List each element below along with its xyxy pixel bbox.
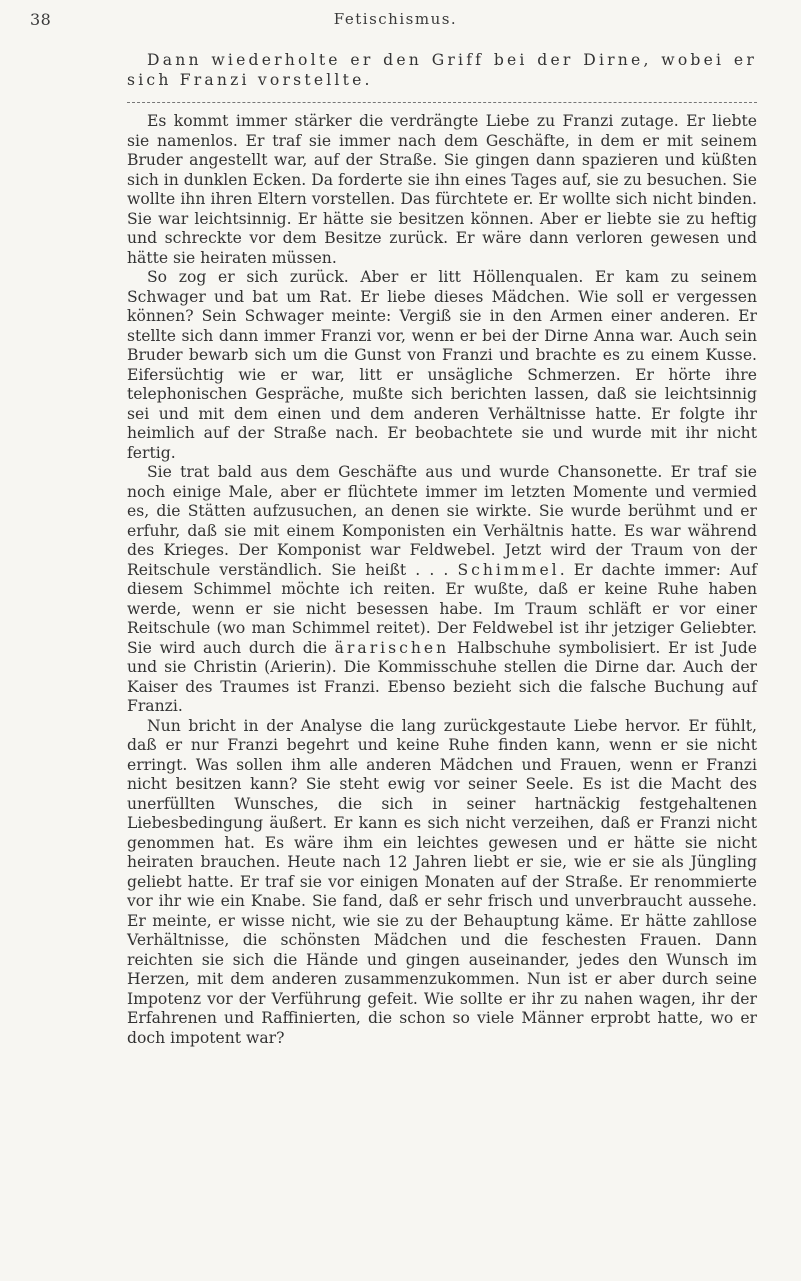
paragraph-chansonette-part-c: . Er dachte immer: Auf diesem Schimmel möchte ich reiten. Er wußte, daß er keine Ruhe haben werde, wenn er sie nicht besessen habe. Im Traum schläft er vor einer Reitschule (wo man Schimmel reitet). Der Feldwebel ist ihr jetziger Geliebter. Sie wird auch durch die (127, 560, 757, 657)
running-head: Fetischismus. (333, 10, 458, 28)
paragraph-chansonette (127, 463, 757, 717)
page-number: 38 (30, 10, 52, 29)
page-header (30, 10, 761, 34)
paragraph-withdrawal: So zog er sich zurück. Aber er litt Höllenqualen. Er kam zu seinem Schwager und bat um Rat. Er liebe dieses Mädchen. Wie soll er vergessen können? Sein Schwager meinte: Vergiß sie in den Armen einer anderen. Er stellte sich dann immer Franzi vor, wenn er bei der Dirne Anna war. Auch sein Bruder bewarb sich um die Gunst von Franzi und brachte es zu einem Kusse. Eifersüchtig wie er war, litt er unsägliche Schmerzen. Er hörte ihre telephonischen Gespräche, mußte sich berichten lassen, daß sie leichtsinnig sei und mit dem einen und dem anderen Verhältnisse hatte. Er folgte ihr heimlich auf der Straße nach. Er beobachtete sie und wurde mit ihr nicht fertig. (127, 268, 757, 462)
paragraph-chansonette-part-e: Halbschuhe symbolisiert. Er ist Jude und sie Christin (Arierin). Die Kommisschuhe stellen die Dirne dar. Auch der Kaiser des Traumes ist Franzi. Ebenso bezieht sich die falsche Buchung auf Franzi. (127, 638, 757, 715)
paragraph-analysis: Nun bricht in der Analyse die lang zurückgestaute Liebe hervor. Er fühlt, daß er nur Franzi begehrt und keine Ruhe finden kann, wenn er sie nicht erringt. Was sollen ihm alle anderen Mädchen und Frauen, wenn er Franzi nicht besitzen kann? Sie steht ewig vor seiner Seele. Es ist die Macht des unerfüllten Wunsches, die sich in seiner hartnäckig festgehaltenen Liebesbedingung äußert. Er kann es sich nicht verzeihen, daß er Franzi nicht genommen hat. Es wäre ihm ein leichtes gewesen und er hätte sie nicht heiraten brauchen. Heute nach 12 Jahren liebt er sie, wie er sie als Jüngling geliebt hatte. Er traf sie vor einigen Monaten auf der Straße. Er renommierte vor ihr wie ein Knabe. Sie fand, daß er sehr frisch und unverbraucht aussehe. Er meinte, er wisse nicht, wie sie zu der Behauptung käme. Er hätte zahllose Verhältnisse, die schönsten Mädchen und die feschesten Frauen. Dann reichten sie sich die Hände und gingen auseinander, jedes den Wunsch im Herzen, mit dem anderen zusammenzukommen. Nun ist er aber durch seine Impotenz vor der Verführung gefeit. Wie sollte er ihr zu nahen wagen, ihr der Erfahrenen und Raffinierten, die schon so viele Männer erprobt hatte, wo er doch impotent war? (127, 716, 757, 1047)
section-divider (127, 92, 757, 112)
paragraph-dream-end: Dann wiederholte er den Griff bei der Dirne, wobei er sich Franzi vorstellte. (127, 51, 757, 89)
emphasis-ararischen: ärarischen (334, 638, 450, 657)
paragraph-chansonette-part-a: Sie trat bald aus dem Geschäfte aus und wurde Chansonette. Er traf sie noch einige Male, aber er flüchtete immer im letzten Momente und vermied es, die Stätten aufzusuchen, an denen sie wirkte. Sie wurde berühmt und er erfuhr, daß sie mit einem Komponisten ein Verhältnis hatte. Es war während des Krieges. Der Komponist war Feldwebel. Jetzt wird der Traum von der Reitschule verständlich. Sie heißt . . . (127, 463, 757, 579)
paragraph-love-franzi: Es kommt immer stärker die verdrängte Liebe zu Franzi zutage. Er liebte sie namenlos. Er traf sie immer nach dem Geschäfte, in dem er mit seinem Bruder angestellt war, auf der Straße. Sie gingen dann spazieren und küßten sich in dunklen Ecken. Da forderte sie ihn eines Tages auf, sie zu besuchen. Sie wollte ihn ihren Eltern vorstellen. Das fürchtete er. Er wollte sich nicht binden. Sie war leichtsinnig. Er hätte sie besitzen können. Aber er liebte sie zu heftig und schreckte vor dem Besitze zurück. Er wäre dann verloren gewesen und hätte sie heiraten müssen. (127, 112, 757, 267)
body-text (127, 51, 757, 1048)
emphasis-schimmel: Schimmel (457, 560, 560, 579)
